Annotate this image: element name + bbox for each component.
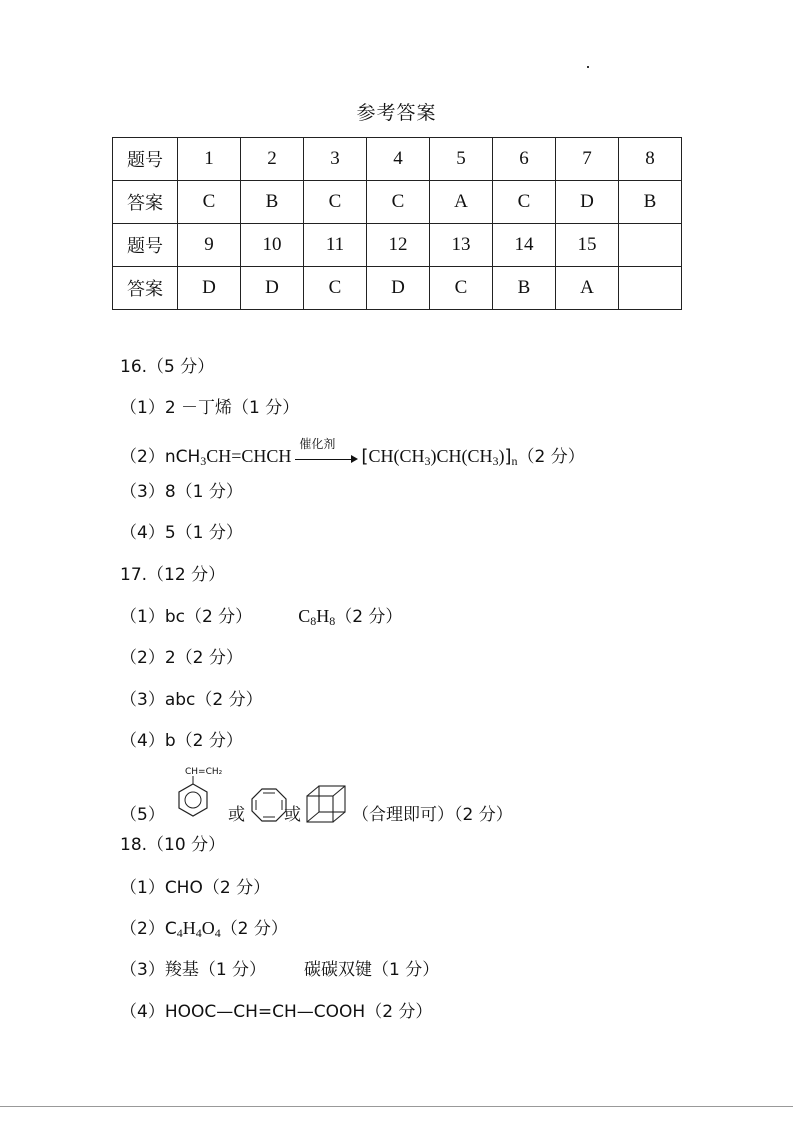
table-cell: 8 <box>619 138 682 181</box>
table-row-header: 答案 <box>113 267 178 310</box>
q18-answer-1 <box>120 875 270 900</box>
q16-answer-1: （1）2 －丁烯（1 分） <box>120 398 300 418</box>
formula-o: O <box>201 918 215 938</box>
poly-1: CH(CH <box>368 446 425 466</box>
page-bottom-rule <box>0 1106 793 1107</box>
table-cell: 11 <box>304 224 367 267</box>
table-row-header: 题号 <box>113 224 178 267</box>
vinyl-label: CH=CH₂ <box>185 767 223 777</box>
catalyst-label: 催化剂 <box>299 436 336 451</box>
sub-n: n <box>511 454 518 468</box>
table-cell: 1 <box>178 138 241 181</box>
table-cell: D <box>367 267 430 310</box>
q16-answer-2 <box>120 436 585 470</box>
table-cell: 15 <box>556 224 619 267</box>
table-cell: D <box>178 267 241 310</box>
sub-3c: 3 <box>492 454 499 468</box>
table-cell: 5 <box>430 138 493 181</box>
polymer-bracket-left: [ <box>361 446 369 467</box>
q17-a1-left: （1）bc（2 分） <box>120 607 253 627</box>
page-title: 参考答案 <box>356 102 437 124</box>
sub-4a: 4 <box>176 926 183 940</box>
table-cell: B <box>241 181 304 224</box>
cubane-structure-icon <box>305 784 347 824</box>
q16-a2-score: （2 分） <box>517 447 585 467</box>
styrene-structure-icon <box>172 776 212 822</box>
table-cell <box>619 224 682 267</box>
table-cell: 14 <box>493 224 556 267</box>
q17-a1-score: （2 分） <box>335 607 403 627</box>
sub-4b: 4 <box>195 926 202 940</box>
sub-4c: 4 <box>214 926 221 940</box>
table-cell: 13 <box>430 224 493 267</box>
q18-a3-right: 碳碳双键（1 分） <box>304 960 440 980</box>
q18-answer-2 <box>120 916 288 941</box>
table-cell: C <box>304 267 367 310</box>
table-row <box>113 181 682 224</box>
table-cell: 10 <box>241 224 304 267</box>
or-1: 或 <box>228 805 245 825</box>
q17-heading: 17.（12 分） <box>120 565 226 585</box>
q18-a3-left: （3）羧基（1 分） <box>120 960 267 980</box>
q16-heading: 16.（5 分） <box>120 357 215 377</box>
table-cell: B <box>619 181 682 224</box>
table-cell: C <box>304 181 367 224</box>
q17-a5-suffix: （合理即可）（2 分） <box>352 805 513 825</box>
reaction-arrow <box>295 436 357 470</box>
cyclooctatetraene-structure-icon <box>250 787 288 823</box>
table-cell: C <box>367 181 430 224</box>
q18-a2-score: （2 分） <box>220 919 288 939</box>
poly-3: ) <box>498 446 505 466</box>
q16-a2-prefix: （2）nCH <box>120 447 201 467</box>
q17-a5-prefix: （5） <box>120 805 165 825</box>
formula-h: H <box>316 606 330 626</box>
table-cell: B <box>493 267 556 310</box>
table-cell: A <box>430 181 493 224</box>
q16-answer-4: （4）5（1 分） <box>120 523 243 543</box>
table-cell: C <box>178 181 241 224</box>
poly-2: )CH(CH <box>430 446 493 466</box>
q17-answer-4: （4）b（2 分） <box>120 731 243 751</box>
table-row <box>113 267 682 310</box>
table-cell: 7 <box>556 138 619 181</box>
stray-dot <box>587 66 589 68</box>
q16-a2-mid: CH=CHCH <box>206 446 292 466</box>
table-cell: A <box>556 267 619 310</box>
q17-answer-3: （3）abc（2 分） <box>120 690 263 710</box>
sub-3: 3 <box>200 454 207 468</box>
q17-answer-2: （2）2（2 分） <box>120 648 243 668</box>
table-cell: D <box>556 181 619 224</box>
polymer-bracket-right: ] <box>504 446 512 467</box>
table-row-header: 答案 <box>113 181 178 224</box>
table-cell: C <box>430 267 493 310</box>
q18-answer-4: （4）HOOC—CH=CH—COOH（2 分） <box>120 1002 433 1022</box>
table-cell: 6 <box>493 138 556 181</box>
q16-answer-3: （3）8（1 分） <box>120 482 243 502</box>
sub-8a: 8 <box>310 614 317 628</box>
sub-3b: 3 <box>424 454 431 468</box>
sub-8b: 8 <box>329 614 336 628</box>
table-cell: 4 <box>367 138 430 181</box>
table-cell: C <box>493 181 556 224</box>
table-cell: 9 <box>178 224 241 267</box>
or-2: 或 <box>284 805 301 825</box>
q18-a1-text: （1）CHO（2 分） <box>120 878 271 898</box>
table-cell <box>619 267 682 310</box>
q18-answer-3 <box>120 958 439 982</box>
table-cell: 2 <box>241 138 304 181</box>
table-cell: 12 <box>367 224 430 267</box>
table-cell: 3 <box>304 138 367 181</box>
answer-table <box>112 137 682 310</box>
formula-h2: H <box>182 918 196 938</box>
table-row <box>113 224 682 267</box>
table-cell: D <box>241 267 304 310</box>
formula-c: C <box>298 606 311 626</box>
q18-heading: 18.（10 分） <box>120 835 226 855</box>
table-row <box>113 138 682 181</box>
q18-a2-prefix: （2）C <box>120 919 177 939</box>
table-row-header: 题号 <box>113 138 178 181</box>
q17-answer-1 <box>120 604 402 629</box>
